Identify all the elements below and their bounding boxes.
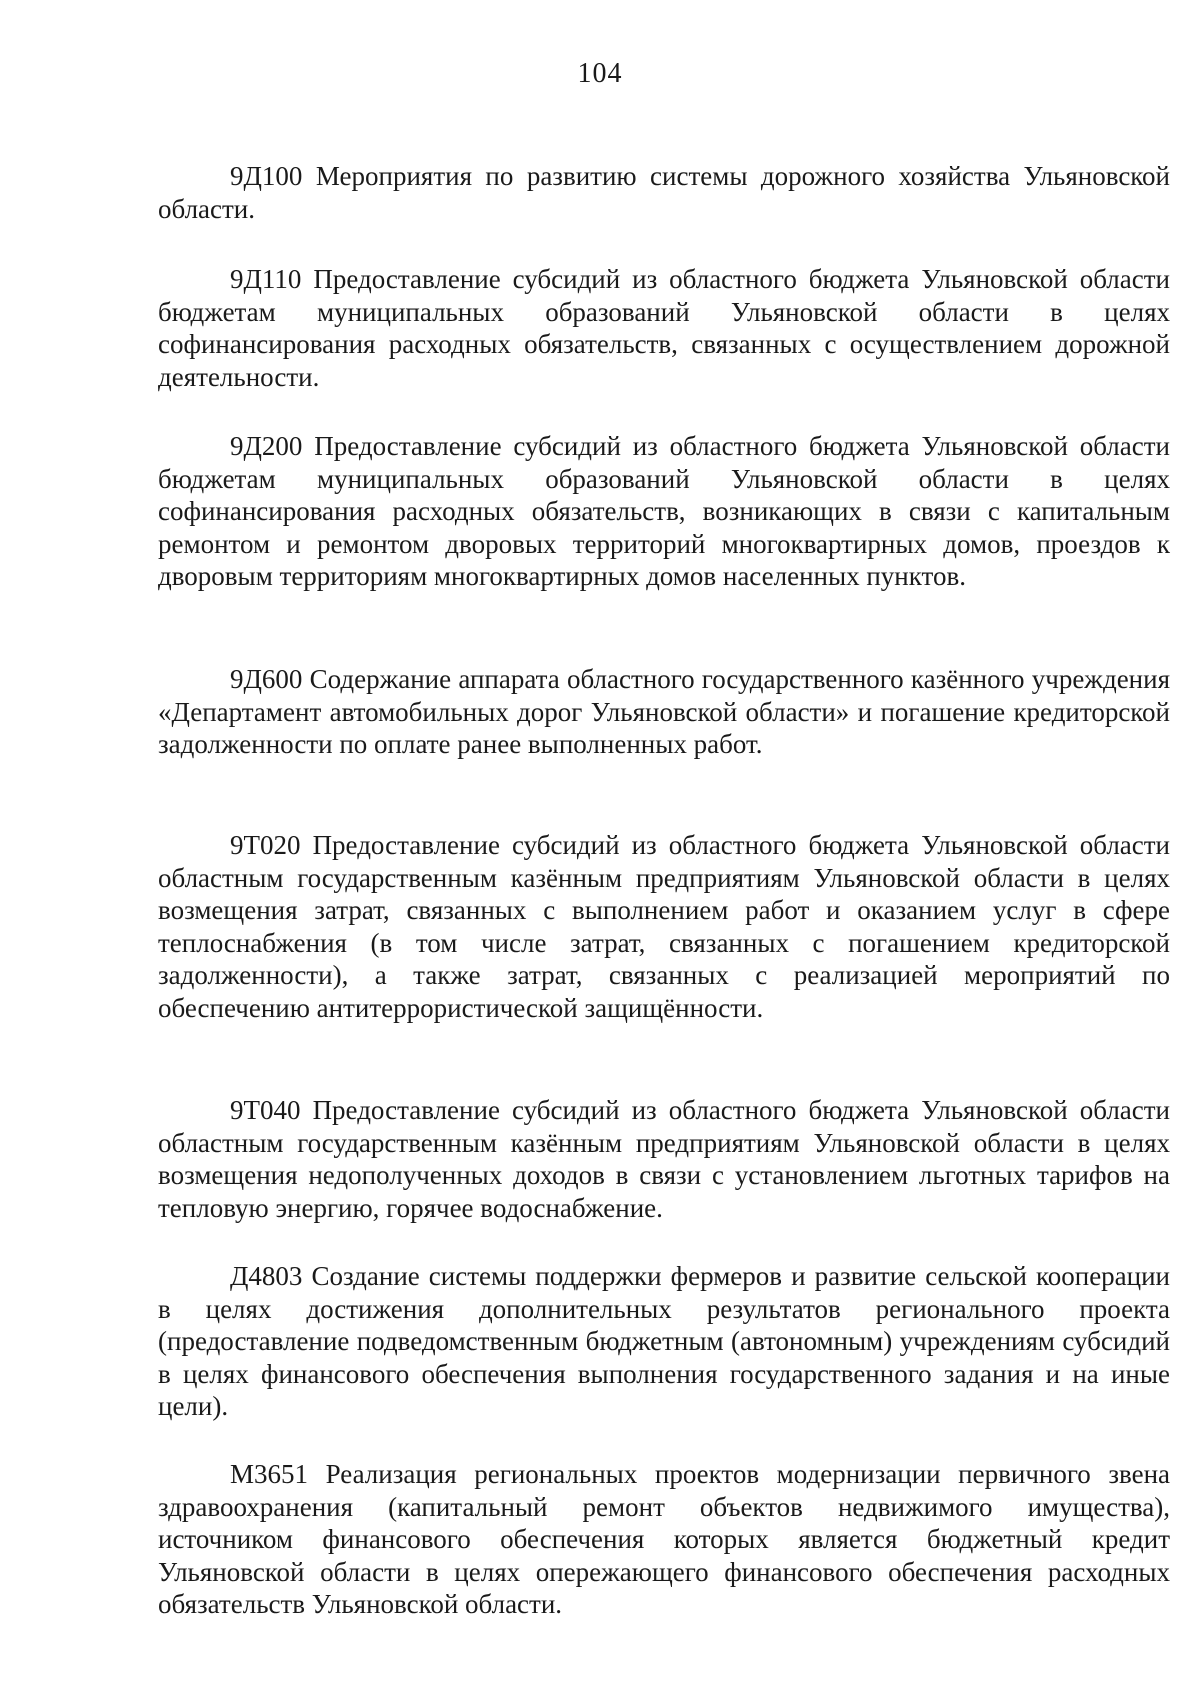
paragraph-9d600: [158, 663, 1170, 761]
paragraph-d4803: [158, 1260, 1170, 1423]
paragraph-9t040: [158, 1094, 1170, 1224]
paragraph-text: Предоставление субсидий из областного бюджета Ульяновской области областным государственным казённым предприятиям Ульяновской области в целях возмещения недополученных доходов в связи с установлением льготных тарифов на тепловую энергию, горячее водоснабжение.: [158, 1095, 1171, 1223]
budget-code: 9Д100: [230, 161, 303, 191]
budget-code: 9Т040: [230, 1095, 301, 1125]
paragraph-9d110: [158, 263, 1170, 393]
paragraph-text: Мероприятия по развитию системы дорожного хозяйства Ульяновской области.: [158, 161, 1171, 224]
budget-code: 9Т020: [230, 830, 301, 860]
budget-code: 9Д600: [230, 664, 303, 694]
paragraph-text: Реализация региональных проектов модернизации первичного звена здравоохранения (капитальный ремонт объектов недвижимого имущества), источником финансового обеспечения которых является бюджетный кредит Ульяновской области в целях опережающего финансового обеспечения расходных обязательств Ульяновской области.: [158, 1459, 1170, 1619]
budget-code: М3651: [230, 1459, 309, 1489]
paragraph-text: Предоставление субсидий из областного бюджета Ульяновской области бюджетам муниципальных образований Ульяновской области в целях софинансирования расходных обязательств, возникающих в связи с капитальным ремонтом и ремонтом дворовых территорий многоквартирных домов, проездов к дворовым территориям многоквартирных домов населенных пунктов.: [158, 431, 1170, 591]
paragraph-text: Содержание аппарата областного государственного казённого учреждения «Департамент автомобильных дорог Ульяновской области» и погашение кредиторской задолженности по оплате ранее выполненных работ.: [158, 664, 1170, 759]
budget-code: 9Д110: [230, 264, 302, 294]
page-number: 104: [577, 58, 623, 89]
paragraph-text: Создание системы поддержки фермеров и развитие сельской кооперации в целях достижения дополнительных результатов регионального проекта (предоставление подведомственным бюджетным (автономным) учреждениям субсидий в целях финансового обеспечения выполнения государственного задания и на иные цели).: [158, 1261, 1171, 1421]
paragraph-text: Предоставление субсидий из областного бюджета Ульяновской области областным государственным казённым предприятиям Ульяновской области в целях возмещения затрат, связанных с выполнением работ и оказанием услуг в сфере теплоснабжения (в том числе затрат, связанных с погашением кредиторской задолженности), а также затрат, связанных с реализацией мероприятий по обеспечению антитеррористической защищённости.: [158, 830, 1171, 1023]
budget-code: Д4803: [230, 1261, 303, 1291]
paragraph-9d100: [158, 160, 1170, 225]
paragraph-text: Предоставление субсидий из областного бюджета Ульяновской области бюджетам муниципальных образований Ульяновской области в целях софинансирования расходных обязательств, связанных с осуществлением дорожной деятельности.: [158, 264, 1170, 392]
paragraph-9t020: [158, 829, 1170, 1024]
paragraph-m3651: [158, 1458, 1170, 1621]
paragraph-9d200: [158, 430, 1170, 593]
budget-code: 9Д200: [230, 431, 303, 461]
